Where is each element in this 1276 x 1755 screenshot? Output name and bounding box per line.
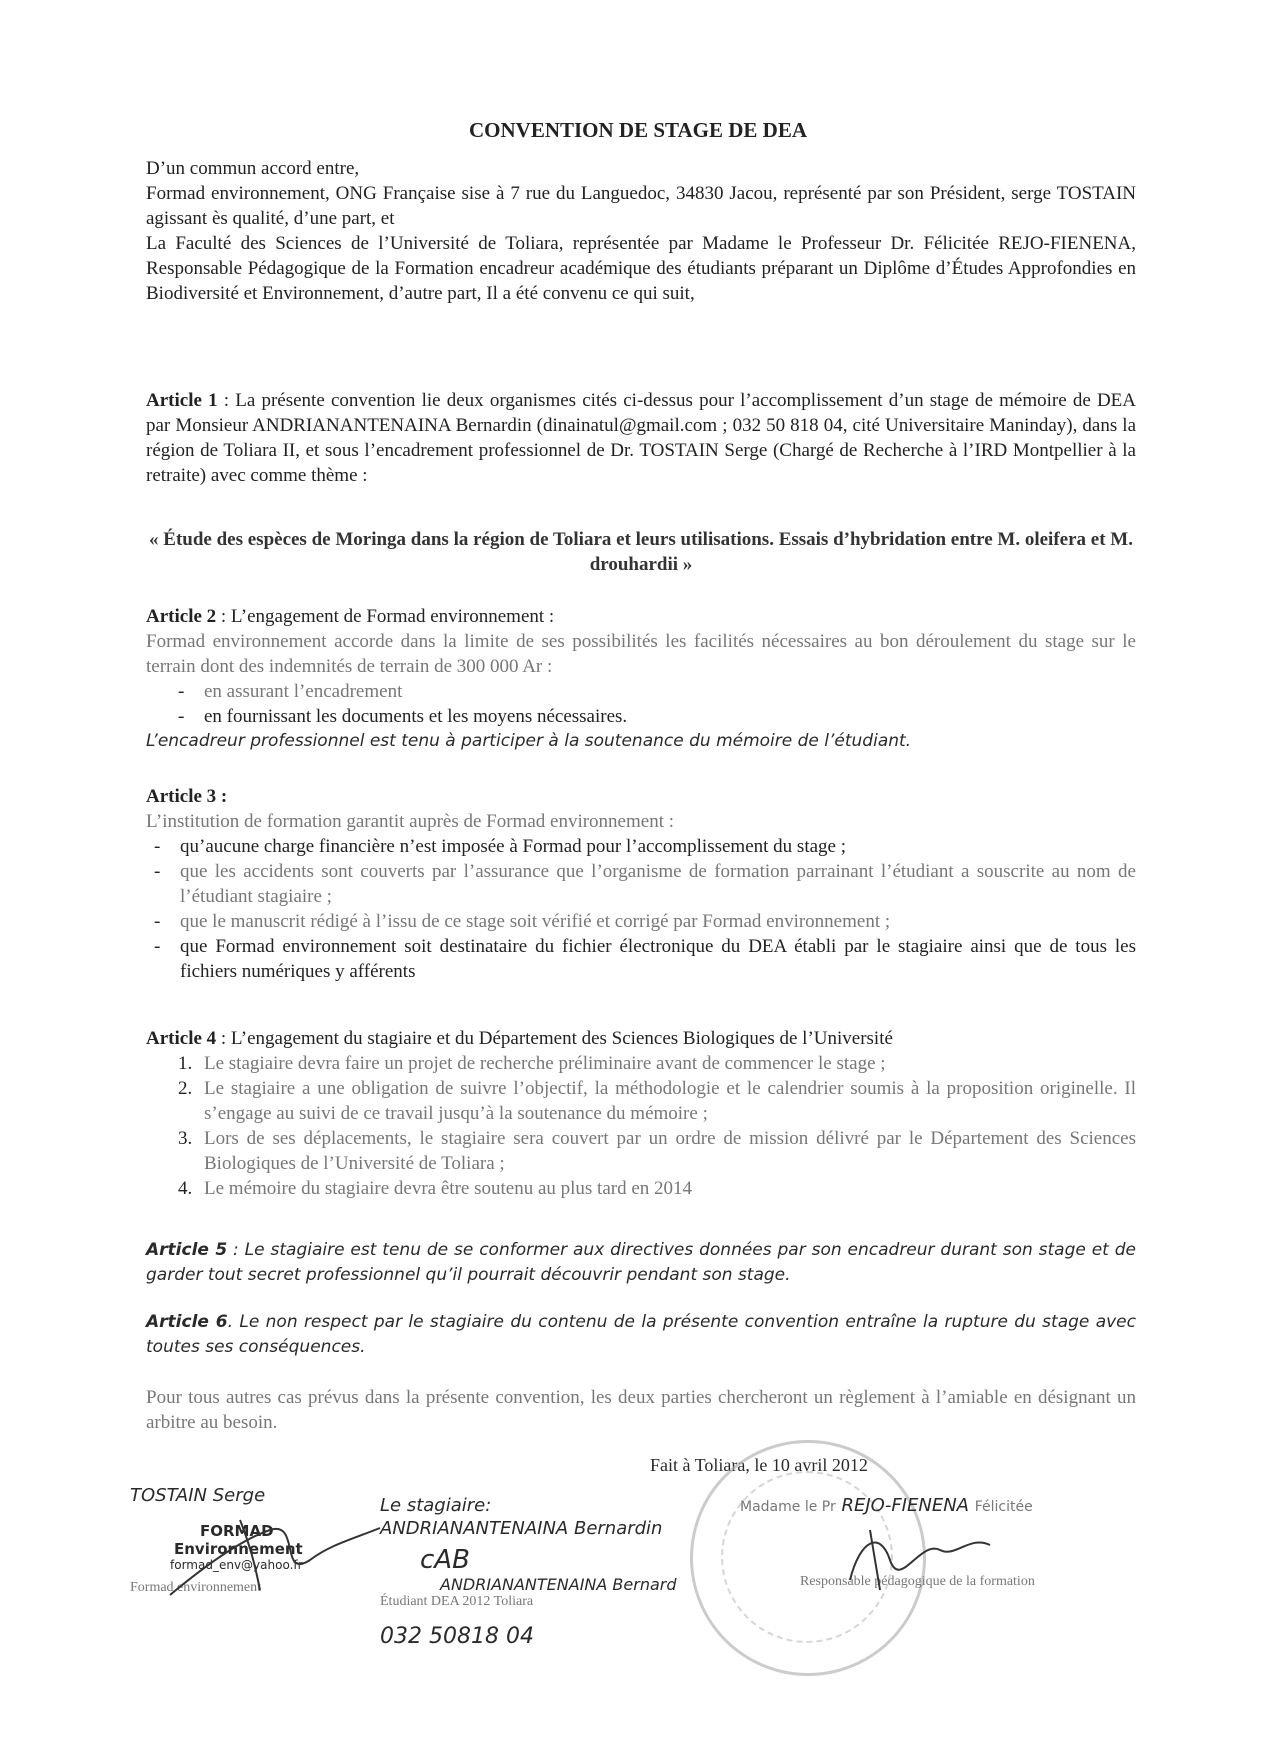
article-6-label: Article 6 — [146, 1312, 228, 1332]
article-2-item: - en assurant l’encadrement — [178, 681, 403, 702]
article-1-theme: « Étude des espèces de Moringa dans la région de Toliara et leurs utilisations. Essais d’hybridation entre M. oleifera et M. drouhardii » — [149, 529, 1133, 575]
intern-initials: cAB — [420, 1545, 470, 1575]
article-1-label: Article 1 — [146, 390, 218, 411]
signatory-right-suffix: Félicitée — [974, 1499, 1033, 1515]
article-3-label: Article 3 : — [146, 786, 228, 807]
article-1-text: : La présente convention lie deux organismes cités ci-dessus pour l’accomplissement d’un stage de mémoire de DEA par Monsieur ANDRIANANTENAINA Bernardin (dinainatul@gmail.com ; 032 50 818 04, cité Universitaire Maninday), dans la région de Toliara II, et sous l’encadrement professionnel de Dr. TOSTAIN Serge (Chargé de Recherche à l’IRD Montpellier à la retraite) avec comme thème : — [146, 390, 1136, 486]
article-3-text: L’institution de formation garantit auprès de Formad environnement : — [146, 811, 675, 832]
article-3 — [146, 784, 1136, 984]
article-6 — [146, 1310, 1136, 1360]
article-3-item: - que le manuscrit rédigé à l’issu de ce stage soit vérifié et corrigé par Formad environnement ; — [154, 911, 891, 932]
signatory-left-name: TOSTAIN Serge — [130, 1485, 266, 1506]
article-2-heading: : L’engagement de Formad environnement : — [216, 606, 555, 627]
intro-line-2: Formad environnement, ONG Française sise à 7 rue du Languedoc, 34830 Jacou, représenté par son Président, serge TOSTAIN agissant ès qualité, d’une part, et — [146, 183, 1136, 229]
article-4-item: 1. Le stagiaire devra faire un projet de recherche préliminaire avant de commencer le stage ; — [178, 1053, 886, 1074]
article-2-handwritten-note: L’encadreur professionnel est tenu à participer à la soutenance du mémoire de l’étudiant. — [146, 731, 912, 751]
document-title: CONVENTION DE STAGE DE DEA — [469, 118, 807, 142]
intern-name-2: ANDRIANANTENAINA Bernard — [440, 1575, 677, 1594]
signatory-left-caption: Formad environnement — [130, 1580, 262, 1595]
signature-right-scribble — [840, 1520, 1000, 1600]
signature-middle — [380, 1495, 677, 1649]
formad-email: formad_env@yahoo.fr — [170, 1558, 303, 1572]
article-5-label: Article 5 — [146, 1240, 228, 1260]
article-5 — [146, 1238, 1136, 1288]
signature-left-scribble — [160, 1500, 390, 1610]
intern-label: Le stagiaire: — [380, 1495, 492, 1516]
article-2 — [146, 604, 1136, 754]
article-3-item: - qu’aucune charge financière n’est imposée à Formad pour l’accomplissement du stage ; — [154, 836, 846, 857]
article-3-item: - que les accidents sont couverts par l’assurance que l’organisme de formation parrainant l’étudiant a souscrite au nom de l’étudiant stagiaire ; — [154, 861, 1136, 907]
article-4-item: 3. Lors de ses déplacements, le stagiaire sera couvert par un ordre de mission délivré par le Département des Sciences Biologiques de l’Université de Toliara ; — [178, 1128, 1136, 1174]
article-4-heading: : L’engagement du stagiaire et du Département des Sciences Biologiques de l’Université — [216, 1028, 893, 1049]
article-4-item: 2. Le stagiaire a une obligation de suivre l’objectif, la méthodologie et le calendrier soumis à la proposition originelle. Il s’engage au suivi de ce travail jusqu’à la soutenance du mémoire ; — [178, 1078, 1136, 1124]
article-2-text: Formad environnement accorde dans la limite de ses possibilités les facilités nécessaires au bon déroulement du stage sur le terrain dont des indemnités de terrain de 300 000 Ar : — [146, 631, 1136, 677]
formad-stamp-line-2: Environnement — [174, 1540, 303, 1558]
intro-line-3: La Faculté des Sciences de l’Université de Toliara, représentée par Madame le Professeur Dr. Félicitée REJO-FIENENA, Responsable Pédagogique de la Formation encadreur académique des étudiants préparant un Diplôme d’Études Approfondies en Biodiversité et Environnement, d’autre part, Il a été convenu ce qui suit, — [146, 233, 1136, 304]
article-2-label: Article 2 — [146, 606, 217, 627]
place-date: Fait à Toliara, le 10 avril 2012 — [650, 1455, 868, 1475]
intern-phone: 032 50818 04 — [380, 1624, 534, 1649]
closing-paragraph: Pour tous autres cas prévus dans la présente convention, les deux parties chercheront un règlement à l’amiable en désignant un arbitre au besoin. — [146, 1387, 1136, 1433]
article-5-text: : Le stagiaire est tenu de se conformer aux directives données par son encadreur durant son stage et de garder tout secret professionnel qu’il pourrait découvrir pendant son stage. — [146, 1240, 1136, 1285]
signatory-right-name: REJO-FIENENA — [841, 1495, 969, 1516]
intern-name: ANDRIANANTENAINA Bernardin — [380, 1518, 663, 1539]
intro-line-1: D’un commun accord entre, — [146, 158, 360, 179]
intro — [146, 156, 1136, 306]
article-4-item: 4. Le mémoire du stagiaire devra être soutenu au plus tard en 2014 — [178, 1178, 693, 1199]
intern-caption: Étudiant DEA 2012 Toliara — [380, 1594, 534, 1609]
article-4 — [146, 1026, 1136, 1201]
formad-stamp-line-1: FORMAD — [200, 1522, 274, 1540]
article-1 — [146, 388, 1136, 488]
signatory-right-caption: Responsable pédagogique de la formation — [800, 1574, 1035, 1589]
signatory-right-prefix: Madame le Pr — [740, 1499, 836, 1515]
article-6-text: . Le non respect par le stagiaire du contenu de la présente convention entraîne la rupture du stage avec toutes ses conséquences. — [146, 1312, 1136, 1357]
article-2-item: - en fournissant les documents et les moyens nécessaires. — [178, 706, 628, 727]
article-4-label: Article 4 — [146, 1028, 217, 1049]
article-3-item: - que Formad environnement soit destinataire du fichier électronique du DEA établi par le stagiaire ainsi que de tous les fichiers numériques y afférents — [154, 936, 1136, 982]
